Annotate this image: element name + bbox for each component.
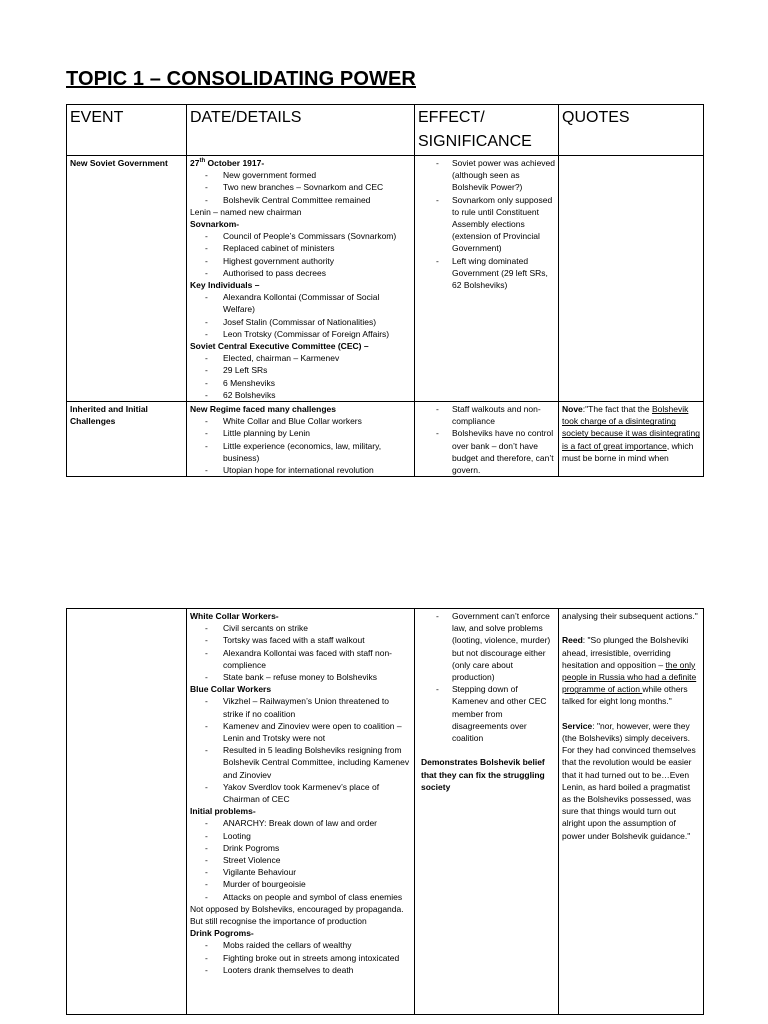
- quotes-cell: [559, 609, 704, 1015]
- list-item: - Council of People’s Commissars (Sovnarkom): [190, 230, 411, 242]
- list-item: - Leon Trotsky (Commissar of Foreign Affairs): [190, 328, 411, 340]
- list-item: - 29 Left SRs: [190, 364, 411, 376]
- spacer: [418, 744, 555, 756]
- notes-table-part-2: [66, 608, 704, 1015]
- list-item: - Mobs raided the cellars of wealthy: [190, 939, 411, 951]
- significance-statement: Demonstrates Bolshevik belief that they can fix the struggling society: [421, 757, 545, 792]
- list-item: - Bolshevik Central Committee remained: [190, 194, 411, 206]
- cec-heading: Soviet Central Executive Committee (CEC) –: [190, 341, 369, 352]
- list-item: - Highest government authority: [190, 255, 411, 267]
- table-row: [67, 402, 704, 477]
- event-cell: New Soviet Government: [67, 156, 187, 402]
- list-item: - Elected, chairman – Karmenev: [190, 352, 411, 364]
- list-item: - New government formed: [190, 169, 411, 181]
- list-item: - 6 Mensheviks: [190, 377, 411, 389]
- list-item: - Kamenev and Zinoviev were open to coalition – Lenin and Trotsky were not: [190, 720, 411, 744]
- effect-cell: [415, 609, 559, 1015]
- list-item: - Civil sercants on strike: [190, 622, 411, 634]
- date-day: 27: [190, 158, 200, 168]
- date-ordinal: th: [199, 158, 206, 165]
- effect-cell: [415, 402, 559, 477]
- date-details-cell: [187, 156, 415, 402]
- quote-text: : "So plunged the Bolsheviki ahead, irresistible, overriding hesitation and opposition –: [562, 635, 689, 670]
- quote-author: Reed: [562, 635, 583, 646]
- blue-collar-heading: Blue Collar Workers: [190, 684, 272, 695]
- list-item: - Murder of bourgeoisie: [190, 878, 411, 890]
- list-item: - Soviet power was achieved (although seen as Bolshevik Power?): [418, 157, 555, 194]
- table-row: [67, 156, 704, 402]
- date-month: October 1917-: [205, 158, 265, 168]
- list-item: - Left wing dominated Government (29 left SRs, 62 Bolsheviks): [418, 255, 555, 292]
- quote-nove: [562, 403, 700, 464]
- list-item: - Vikzhel – Railwaymen’s Union threatened to strike if no coalition: [190, 695, 411, 719]
- quote-service: [562, 720, 700, 842]
- quote-text: while others talked for eight long months.": [562, 684, 688, 707]
- header-date-details: DATE/DETAILS: [187, 105, 415, 156]
- date-heading: [190, 157, 411, 169]
- quotes-cell: [559, 156, 704, 402]
- list-item: - Government can’t enforce law, and solve problems (looting, violence, murder) but not discourage either (only care about production): [418, 610, 555, 683]
- list-item: - ANARCHY: Break down of law and order: [190, 817, 411, 829]
- quote-underlined-text: the only people in Russia who had a definite programme of action: [562, 659, 697, 695]
- list-item: - Little experience (economics, law, military, business): [190, 440, 411, 464]
- effect-cell: [415, 156, 559, 402]
- lenin-note: Lenin – named new chairman: [190, 206, 302, 217]
- header-effect-line-2: SIGNIFICANCE: [418, 133, 532, 150]
- list-item: - Vigilante Behaviour: [190, 866, 411, 878]
- list-item: - Attacks on people and symbol of class enemies: [190, 891, 411, 903]
- page-title: TOPIC 1 – CONSOLIDATING POWER: [66, 68, 416, 90]
- quote-reed: [562, 634, 700, 707]
- list-item: - Alexandra Kollontai was faced with staff non-complience: [190, 647, 411, 671]
- white-collar-heading: White Collar Workers-: [190, 611, 279, 621]
- list-item: - Stepping down of Kamenev and other CEC member from disagreements over coalition: [418, 683, 555, 744]
- quote-text: :"The fact that the: [582, 404, 652, 415]
- list-item: - Sovnarkom only supposed to rule until Constituent Assembly elections (extension of Provincial Government): [418, 194, 555, 255]
- header-effect-line-1: EFFECT/: [418, 109, 485, 126]
- header-event: EVENT: [67, 105, 187, 156]
- initial-problems-heading: Initial problems-: [190, 806, 256, 817]
- list-item: - Josef Stalin (Commissar of Nationalities): [190, 316, 411, 328]
- list-item: - Fighting broke out in streets among intoxicated: [190, 952, 411, 964]
- event-cell: [67, 609, 187, 1015]
- key-individuals-heading: Key Individuals –: [190, 280, 260, 291]
- list-item: - Resulted in 5 leading Bolsheviks resigning from Bolshevik Central Committee, including Kamenev and Zinoviev: [190, 744, 411, 781]
- list-item: - Street Violence: [190, 854, 411, 866]
- bolshevik-stance-note: Not opposed by Bolsheviks, encouraged by propaganda. But still recognise the importance of production: [190, 903, 404, 927]
- list-item: - 62 Bolsheviks: [190, 389, 411, 401]
- list-item: - Little planning by Lenin: [190, 427, 411, 439]
- challenges-heading: New Regime faced many challenges: [190, 404, 336, 415]
- quote-continuation: analysing their subsequent actions.": [562, 611, 698, 621]
- list-item: - Tortsky was faced with a staff walkout: [190, 634, 411, 646]
- list-item: - Staff walkouts and non-compliance: [418, 403, 555, 427]
- quote-text: , which must be borne in mind when: [562, 440, 694, 463]
- date-details-cell: [187, 402, 415, 477]
- header-quotes: QUOTES: [559, 105, 704, 156]
- table-row: [67, 609, 704, 1015]
- list-item: - White Collar and Blue Collar workers: [190, 415, 411, 427]
- header-row: [67, 105, 704, 156]
- notes-table-part-1: [66, 104, 704, 477]
- list-item: - Authorised to pass decrees: [190, 267, 411, 279]
- list-item: - Alexandra Kollontai (Commissar of Social Welfare): [190, 291, 411, 315]
- list-item: - Bolsheviks have no control over bank – don’t have budget and therefore, can’t govern.: [418, 427, 555, 476]
- header-effect-significance: [415, 105, 559, 156]
- quote-author: Nove: [562, 404, 583, 415]
- sovnarkom-heading: Sovnarkom-: [190, 219, 240, 230]
- list-item: - Yakov Sverdlov took Karmenev’s place of Chairman of CEC: [190, 781, 411, 805]
- quote-author: Service: [562, 720, 593, 731]
- list-item: - Looting: [190, 830, 411, 842]
- list-item: - Utopian hope for international revolution: [190, 464, 411, 476]
- list-item: - State bank – refuse money to Bolsheviks: [190, 671, 411, 683]
- drink-pogroms-heading: Drink Pogroms-: [190, 928, 254, 939]
- event-cell: Inherited and Initial Challenges: [67, 402, 187, 477]
- quote-text: : "nor, however, were they (the Bolsheviks) simply deceivers. For they had convinced themselves that the revolution would be easier that it had turned out to be…Even Lenin, as hard boiled a pragmatist as the Bolsheviks possessed, was sure that things would turn out alright upon the assumption of power under Bolshevik guidance.": [562, 720, 696, 841]
- list-item: - Two new branches – Sovnarkom and CEC: [190, 181, 411, 193]
- list-item: - Looters drank themselves to death: [190, 964, 411, 976]
- quotes-cell: [559, 402, 704, 477]
- date-details-cell: [187, 609, 415, 1015]
- quote-underlined-text: Bolshevik took charge of a disintegrating society because it was disintegrating is a fact of great importance: [562, 404, 700, 451]
- list-item: - Replaced cabinet of ministers: [190, 242, 411, 254]
- list-item: - Drink Pogroms: [190, 842, 411, 854]
